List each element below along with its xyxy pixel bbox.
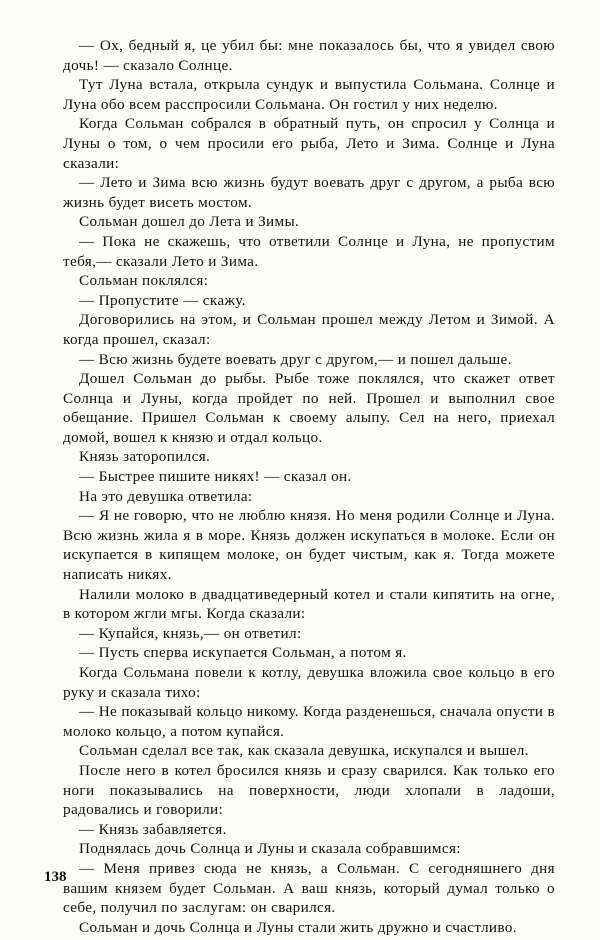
paragraph: Налили молоко в двадцативедерный котел и стали кипятить на огне, в котором жгли мгы. Когда сказали: [63,585,555,623]
paragraph: — Быстрее пишите никях! — сказал он. [79,468,352,486]
paragraph: — Меня привез сюда не князь, а Сольман. С сегодняшнего дня вашим князем будет Сольман. А ваш князь, который думал только о себе, получил по заслугам: он сварился. [63,859,555,917]
paragraph: На это девушка ответила: [79,487,253,505]
paragraph: Дошел Сольман до рыбы. Рыбе тоже поклялся, что скажет ответ Солнца и Луны, когда пройдет по ней. Прошел и выполнил свое обещание. Пришел Сольман к своему алыпу. Сел на него, приехал домой, вошел к князю и отдал кольцо. [63,370,555,446]
paragraph: Князь заторопился. [79,448,211,466]
paragraph: — Всю жизнь будете воевать друг с другом,— и пошел дальше. [79,350,512,368]
paragraph: — Я не говорю, что не люблю князя. Но меня родили Солнце и Луна. Всю жизнь жила я в море. Князь должен искупаться в молоке. Если он искупается в кипящем молоке, он будет чистым, как я. Тогда можете написать никях. [63,507,555,584]
paragraph: — Лето и Зима всю жизнь будут воевать друг с другом, а рыба всю жизнь будет висеть мостом. [63,174,555,211]
story-text [63,36,555,937]
paragraph: Сольман сделал все так, как сказала девушка, искупался и вышел. [79,742,529,760]
paragraph: Когда Сольмана повели к котлу, девушка вложила свое кольцо в его руку и сказала тихо: [63,664,555,701]
paragraph: Договорились на этом, и Сольман прошел между Летом и Зимой. А когда прошел, сказал: [63,311,555,348]
paragraph: — Не показывай кольцо никому. Когда разденешься, сначала опусти в молоко кольцо, а потом купайся. [63,703,555,740]
paragraph: Поднялась дочь Солнца и Луны и сказала собравшимся: [79,840,461,858]
paragraph: После него в котел бросился князь и сразу сварился. Как только его ноги показывались на поверхности, люди хлопали в ладоши, радовались и говорили: [63,761,555,819]
paragraph: — Пока не скажешь, что ответили Солнце и Луна, не пропустим тебя,— сказали Лето и Зима. [63,232,555,270]
page-number: 138 [44,869,67,885]
paragraph: — Князь забавляется. [79,820,227,838]
paragraph: — Пусть сперва искупается Сольман, а потом я. [79,644,407,662]
paragraph: Сольман поклялся: [79,272,209,290]
paragraph: Сольман и дочь Солнца и Луны стали жить дружно и счастливо. [79,918,517,936]
paragraph: — Пропустите — скажу. [79,291,246,309]
paragraph: — Ох, бедный я, це убил бы: мне показалось бы, что я увидел свою дочь! — сказало Солнце. [63,37,555,74]
paragraph: Когда Сольман собрался в обратный путь, он спросил у Солнца и Луны о том, о чем просили его рыба, Лето и Зима. Солнце и Луна сказали: [63,115,555,172]
paragraph: Тут Луна встала, открыла сундук и выпустила Сольмана. Солнце и Луна обо всем расспросили Сольмана. Он гостил у них неделю. [63,76,555,113]
paragraph: Сольман дошел до Лета и Зимы. [79,213,300,231]
paragraph: — Купайся, князь,— он ответил: [79,624,302,642]
